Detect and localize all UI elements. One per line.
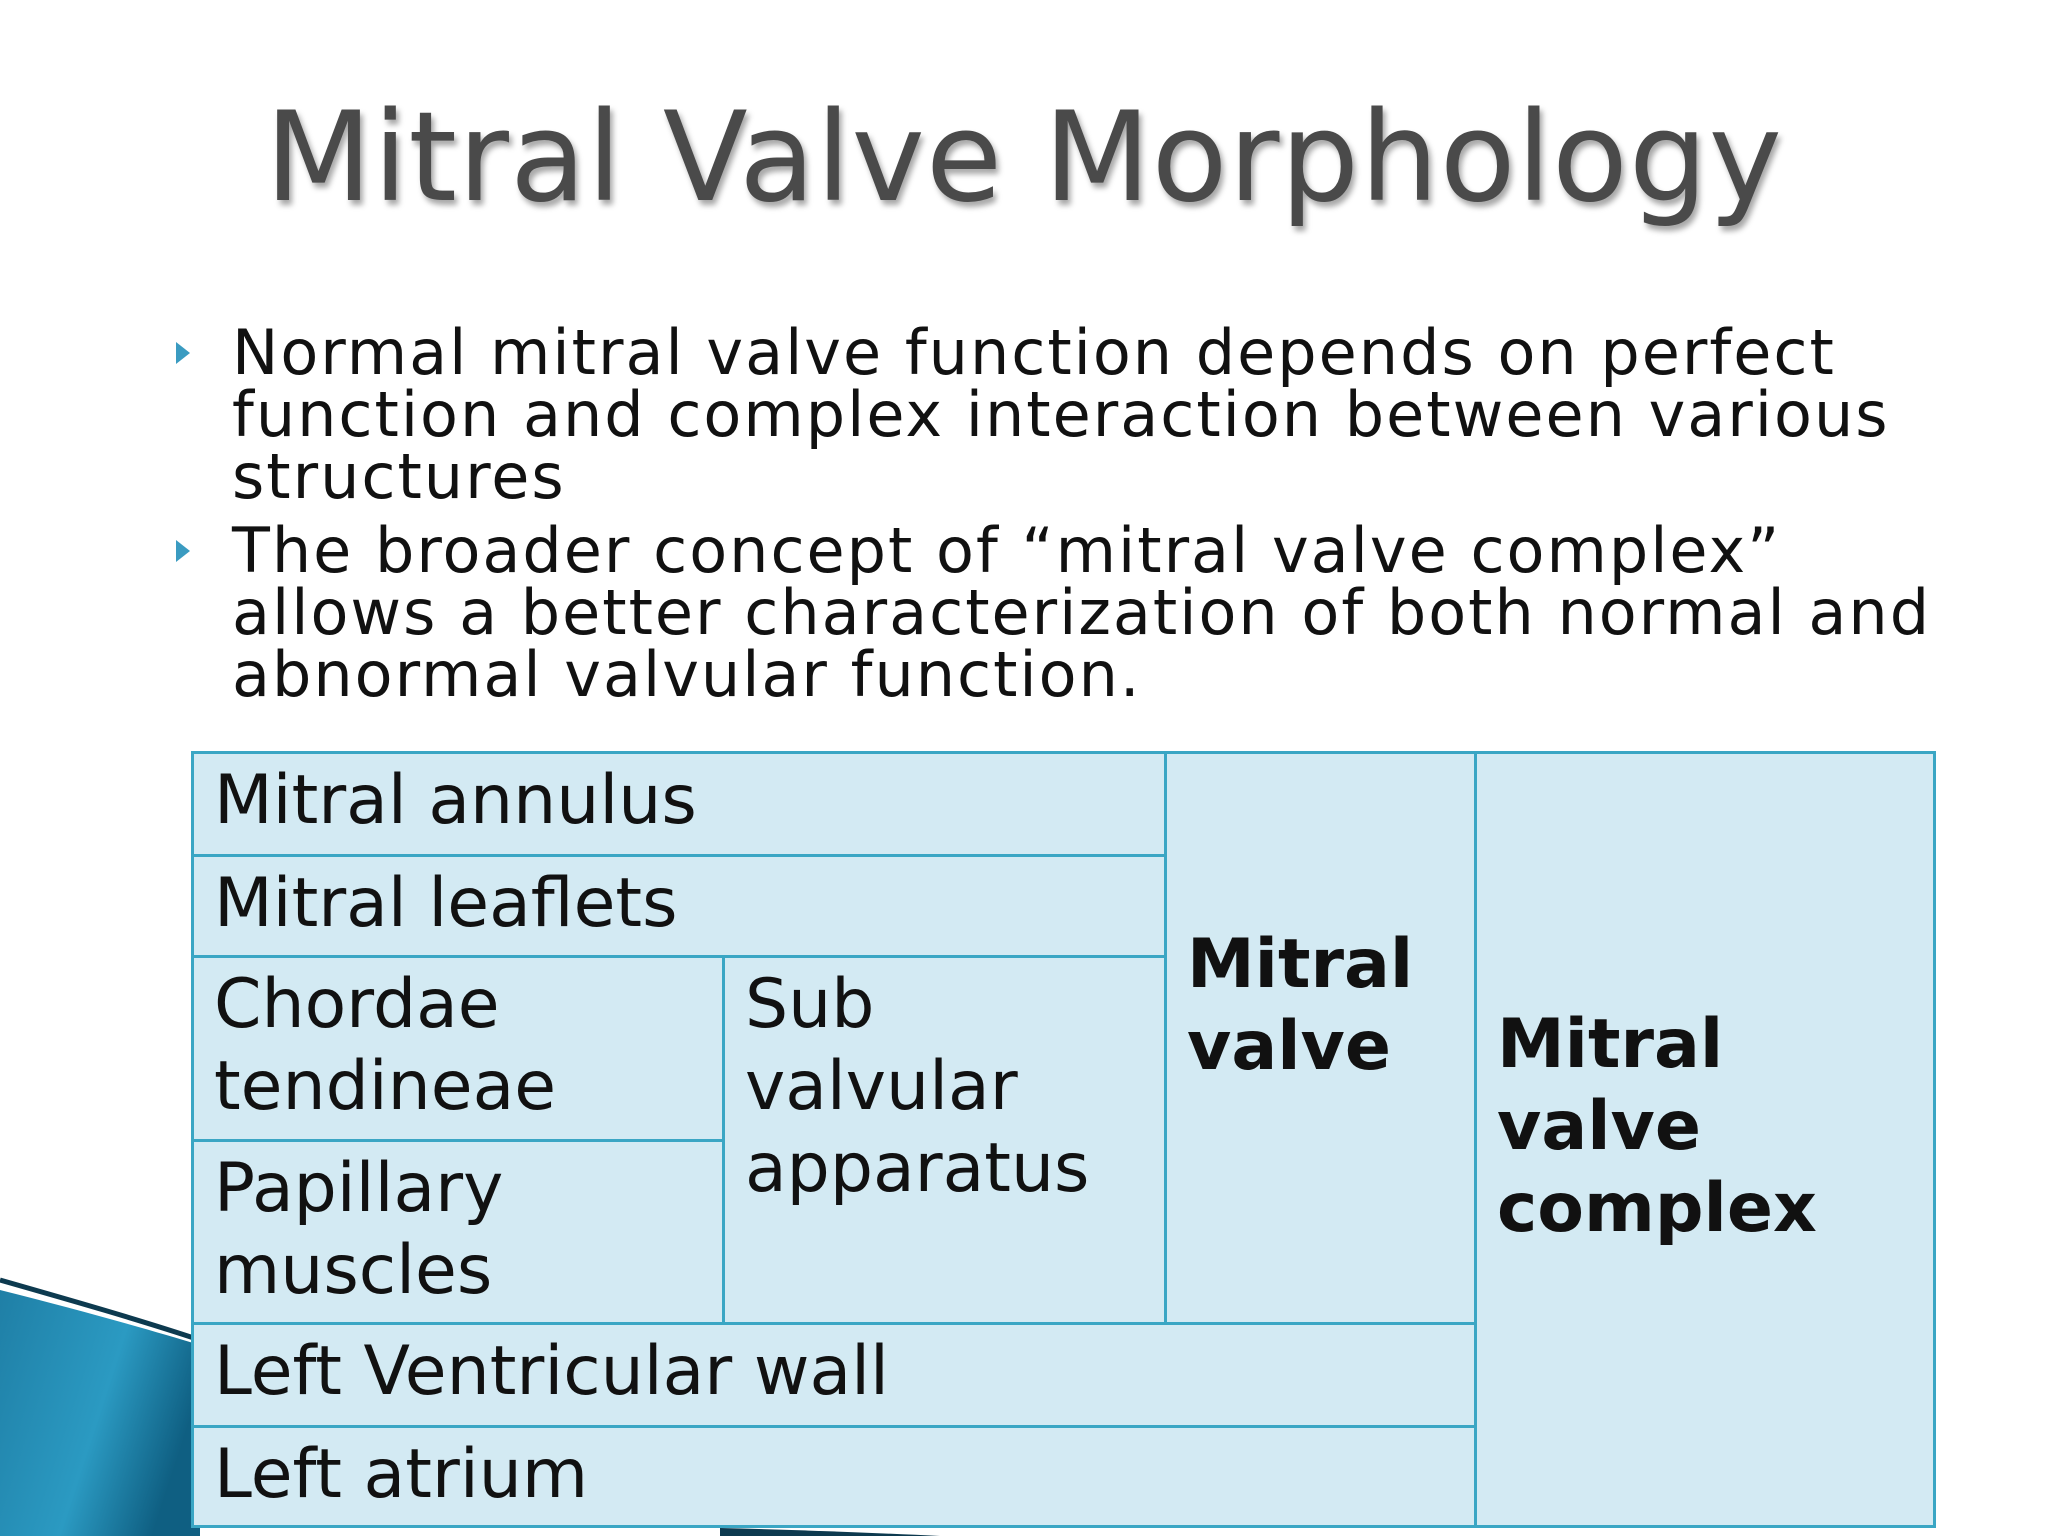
label-mitral-valve: Mitral valve (1187, 925, 1414, 1086)
box-mitral-valve (1164, 751, 1477, 1325)
bullet-text: Normal mitral valve function depends on perfect function and complex interaction between various structures (232, 316, 1890, 513)
box-chordae-tendineae (191, 955, 725, 1142)
label-left-ventricular-wall: Left Ventricular wall (214, 1332, 889, 1411)
bullet-arrow-icon (176, 342, 190, 364)
box-papillary-muscles (191, 1139, 725, 1325)
label-mitral-leaflets: Mitral leaflets (214, 864, 678, 943)
label-mitral-annulus: Mitral annulus (214, 761, 697, 840)
label-sub-valvular-apparatus: Sub valvular apparatus (745, 965, 1090, 1208)
bullet-text: The broader concept of “mitral valve complex” allows a better characterization of both normal and abnormal valvular function. (232, 514, 1932, 711)
bullet-list (170, 316, 1970, 718)
bullet-item (170, 316, 1970, 513)
bullet-item (170, 514, 1970, 711)
label-mitral-valve-complex: Mitral valve complex (1497, 1005, 1817, 1248)
bullet-arrow-icon (176, 540, 190, 562)
slide-title: Mitral Valve Morphology (264, 86, 1784, 230)
box-sub-valvular-apparatus (722, 955, 1167, 1325)
box-mitral-valve-complex (1474, 751, 1936, 1528)
label-papillary-muscles: Papillary muscles (214, 1149, 504, 1310)
label-chordae-tendineae: Chordae tendineae (214, 965, 557, 1126)
box-left-ventricular-wall (191, 1322, 1477, 1428)
box-mitral-annulus (191, 751, 1167, 857)
label-left-atrium: Left atrium (214, 1435, 589, 1514)
box-left-atrium (191, 1425, 1477, 1528)
box-mitral-leaflets (191, 854, 1167, 958)
